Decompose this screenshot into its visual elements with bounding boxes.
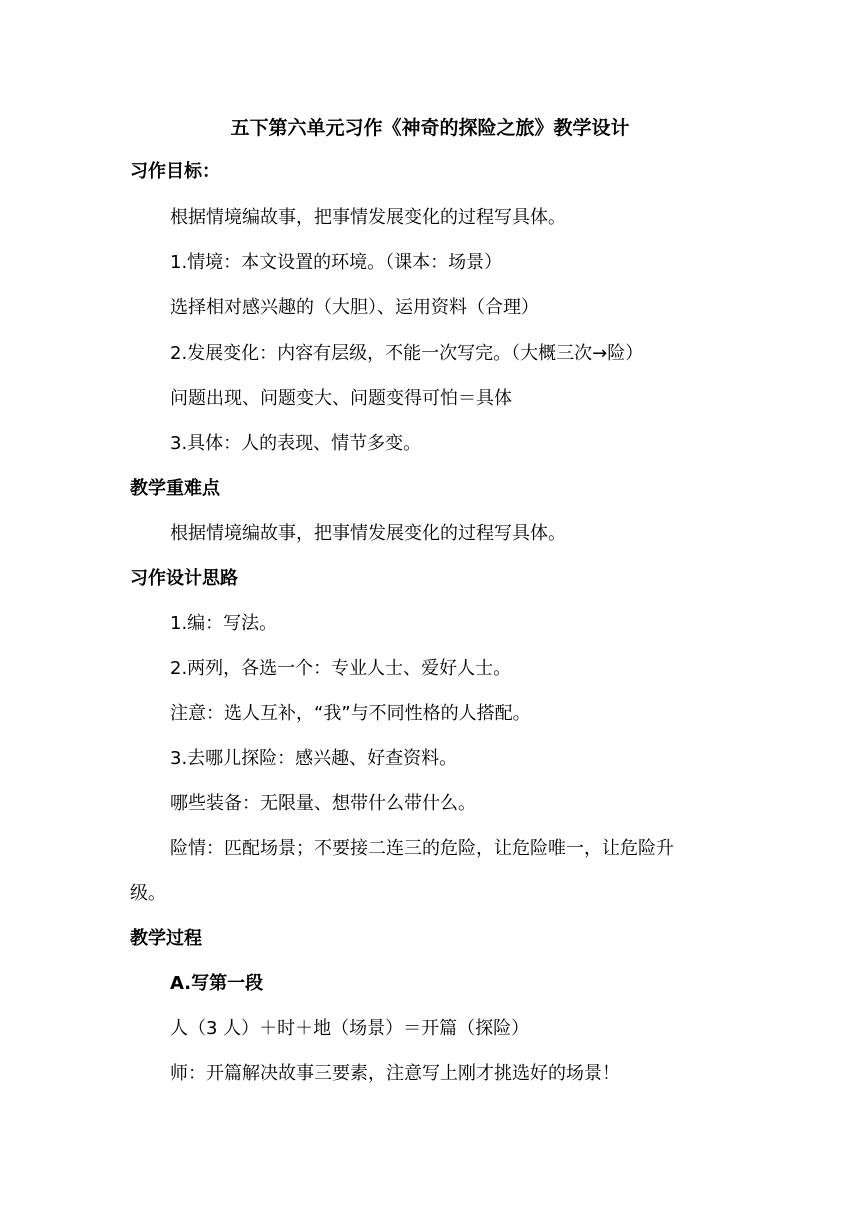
design-line: 2.两列，各选一个：专业人士、爱好人士。 [170,658,512,679]
section-heading-process: 教学过程 [130,928,202,949]
goals-line: 1.情境：本文设置的环境。（课本：场景） [170,252,503,273]
goals-line: 3.具体：人的表现、情节多变。 [170,433,422,454]
design-line: 3.去哪儿探险：感兴趣、好查资料。 [170,748,458,769]
section-heading-goals: 习作目标： [130,161,220,182]
design-line-continuation: 级。 [130,883,166,904]
section-heading-key-points: 教学重难点 [130,478,220,499]
key-points-line: 根据情境编故事，把事情发展变化的过程写具体。 [170,523,566,544]
design-line: 险情：匹配场景；不要接二连三的危险，让危险唯一，让危险升 [170,838,674,859]
process-subheading: A.写第一段 [170,973,264,994]
process-line: 师：开篇解决故事三要素，注意写上刚才挑选好的场景！ [170,1063,620,1084]
design-line: 1.编：写法。 [170,613,278,634]
goals-line: 根据情境编故事，把事情发展变化的过程写具体。 [170,207,566,228]
document-title: 五下第六单元习作《神奇的探险之旅》教学设计 [230,117,630,139]
design-line: 注意：选人互补，“我”与不同性格的人搭配。 [170,703,531,724]
goals-line: 2.发展变化：内容有层级，不能一次写完。（大概三次→险） [170,343,644,364]
process-line: 人（3 人）＋时＋地（场景）＝开篇（探险） [170,1018,530,1039]
section-heading-design: 习作设计思路 [130,568,238,589]
goals-line: 选择相对感兴趣的（大胆）、运用资料（合理） [170,297,539,318]
goals-line: 问题出现、问题变大、问题变得可怕＝具体 [170,388,512,409]
design-line: 哪些装备：无限量、想带什么带什么。 [170,793,476,814]
